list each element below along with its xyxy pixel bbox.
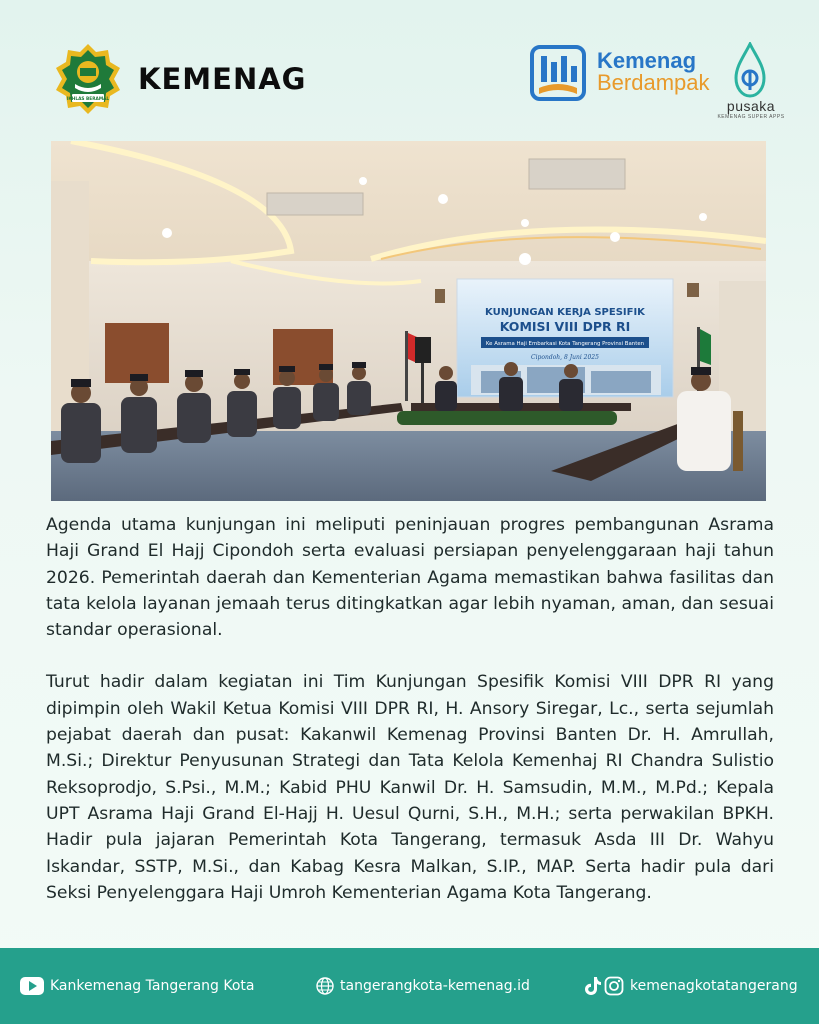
social-link[interactable] [584,976,798,996]
globe-icon [316,977,334,995]
footer [0,948,819,1024]
paragraph-2: Turut hadir dalam kegiatan ini Tim Kunjungan Spesifik Komisi VIII DPR RI yang dipimpin oleh Wakil Ketua Komisi VIII DPR RI, H. Ansory Siregar, Lc., serta sejumlah pejabat daerah dan pusat: Kakanwil Kemenag Provinsi Banten Dr. H. Amrullah, M.Si.; Direktur Penyusunan Strategi dan Tata Kelola Kemenhaj RI Chandra Sulistio Reksoprodjo, S.Psi., M.M.; Kabid PHU Kanwil Dr. H. Samsudin, M.M., M.Pd.; Kepala UPT Asrama Haji Grand El-Hajj H. Uesul Qurni, S.H., M.H.; serta perwakilan BPKH. Hadir pula jajaran Pemerintah Kota Tangerang, termasuk Asda III Dr. Wahyu Iskandar, SSTP, M.Si., dan Kabag Kesra Malkan, S.IP., MAP. Serta hadir pula dari Seksi Penyelenggara Haji Umroh Kementerian Agama Kota Tangerang. [46,672,774,903]
brand-text [597,50,710,94]
screen-signature: Cipondoh, 8 Juni 2025 [531,354,599,361]
app-name: pusaka [726,98,776,114]
brand-line1: Kemenag [597,48,697,73]
website-link[interactable] [316,976,530,996]
header [0,0,819,130]
screen-title-2: KOMISI VIII DPR RI [499,319,631,334]
brand-line2: Berdampak [597,70,710,95]
social-label: kemenagkotatangerang [630,978,798,994]
website-label: tangerangkota-kemenag.id [340,978,530,994]
youtube-link[interactable] [20,976,255,996]
screen-subtitle: Ke Asrama Haji Embarkasi Kota Tangerang Provinsi Banten [485,341,645,347]
app-tagline: KEMENAG SUPER APPS [717,114,785,120]
pusaka-drop-icon [734,42,766,98]
article-body [46,512,774,906]
youtube-label: Kankemenag Tangerang Kota [50,978,255,994]
berdampak-logo-icon [529,44,587,102]
meeting-photo [51,141,766,501]
instagram-icon [604,976,624,996]
logo-ribbon: IKHLAS BERAMAL [66,97,110,103]
tiktok-icon [584,976,602,996]
paragraph-1: Agenda utama kunjungan ini meliputi peninjauan progres pembangunan Asrama Haji Grand El Hajj Cipondoh serta evaluasi persiapan penyelenggaraan haji tahun 2026. Pemerintah daerah dan Kementerian Agama memastikan bahwa fasilitas dan tata kelola layanan jemaah terus ditingkatkan agar lebih nyaman, aman, dan sesuai standar operasional. [46,515,774,641]
org-name: KEMENAG [138,62,307,96]
screen-title-1: KUNJUNGAN KERJA SPESIFIK [485,307,645,318]
youtube-icon [20,977,44,995]
kemenag-emblem-icon [50,42,126,114]
